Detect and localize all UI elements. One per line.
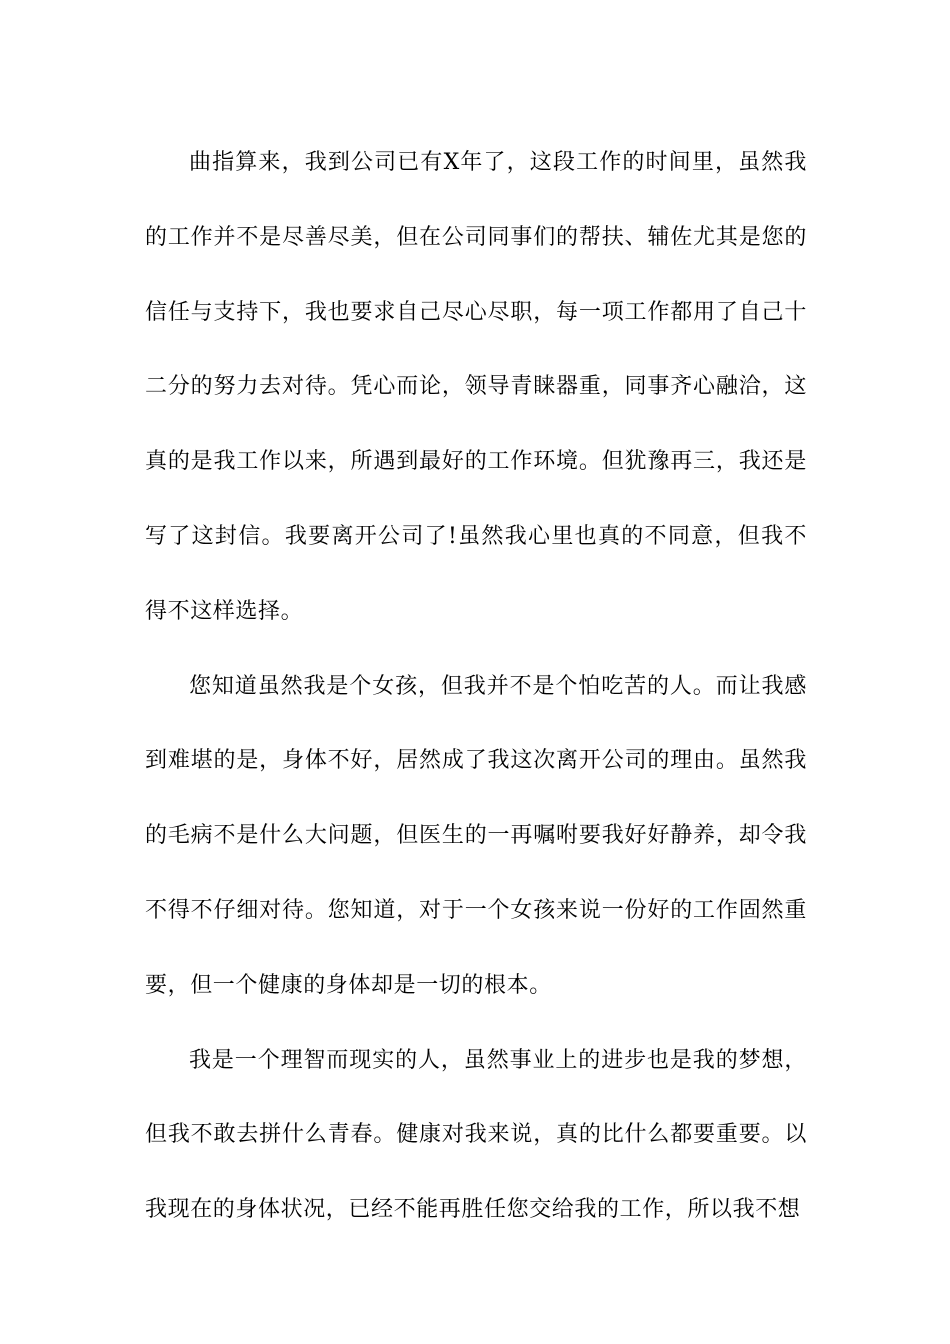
letter-body: [145, 126, 807, 1248]
paragraph-2: 您知道虽然我是个女孩，但我并不是个怕吃苦的人。而让我感到难堪的是，身体不好，居然成了我这次离开公司的理由。虽然我的毛病不是什么大问题，但医生的一再嘱咐要我好好静养，却令我不得不仔细对待。您知道，对于一个女孩来说一份好的工作固然重要，但一个健康的身体却是一切的根本。: [145, 673, 807, 998]
paragraph-3: 我是一个理智而现实的人，虽然事业上的进步也是我的梦想，但我不敢去拼什么青春。健康对我来说，真的比什么都要重要。以我现在的身体状况，已经不能再胜任您交给我的工作，所以我不想: [145, 1047, 807, 1223]
paragraph-1: 曲指算来，我到公司已有X年了，这段工作的时间里，虽然我的工作并不是尽善尽美，但在公司同事们的帮扶、辅佐尤其是您的信任与支持下，我也要求自己尽心尽职，每一项工作都用了自己十二分的努力去对待。凭心而论，领导青睐器重，同事齐心融洽，这真的是我工作以来，所遇到最好的工作环境。但犹豫再三，我还是写了这封信。我要离开公司了!虽然我心里也真的不同意，但我不得不这样选择。: [145, 150, 807, 624]
